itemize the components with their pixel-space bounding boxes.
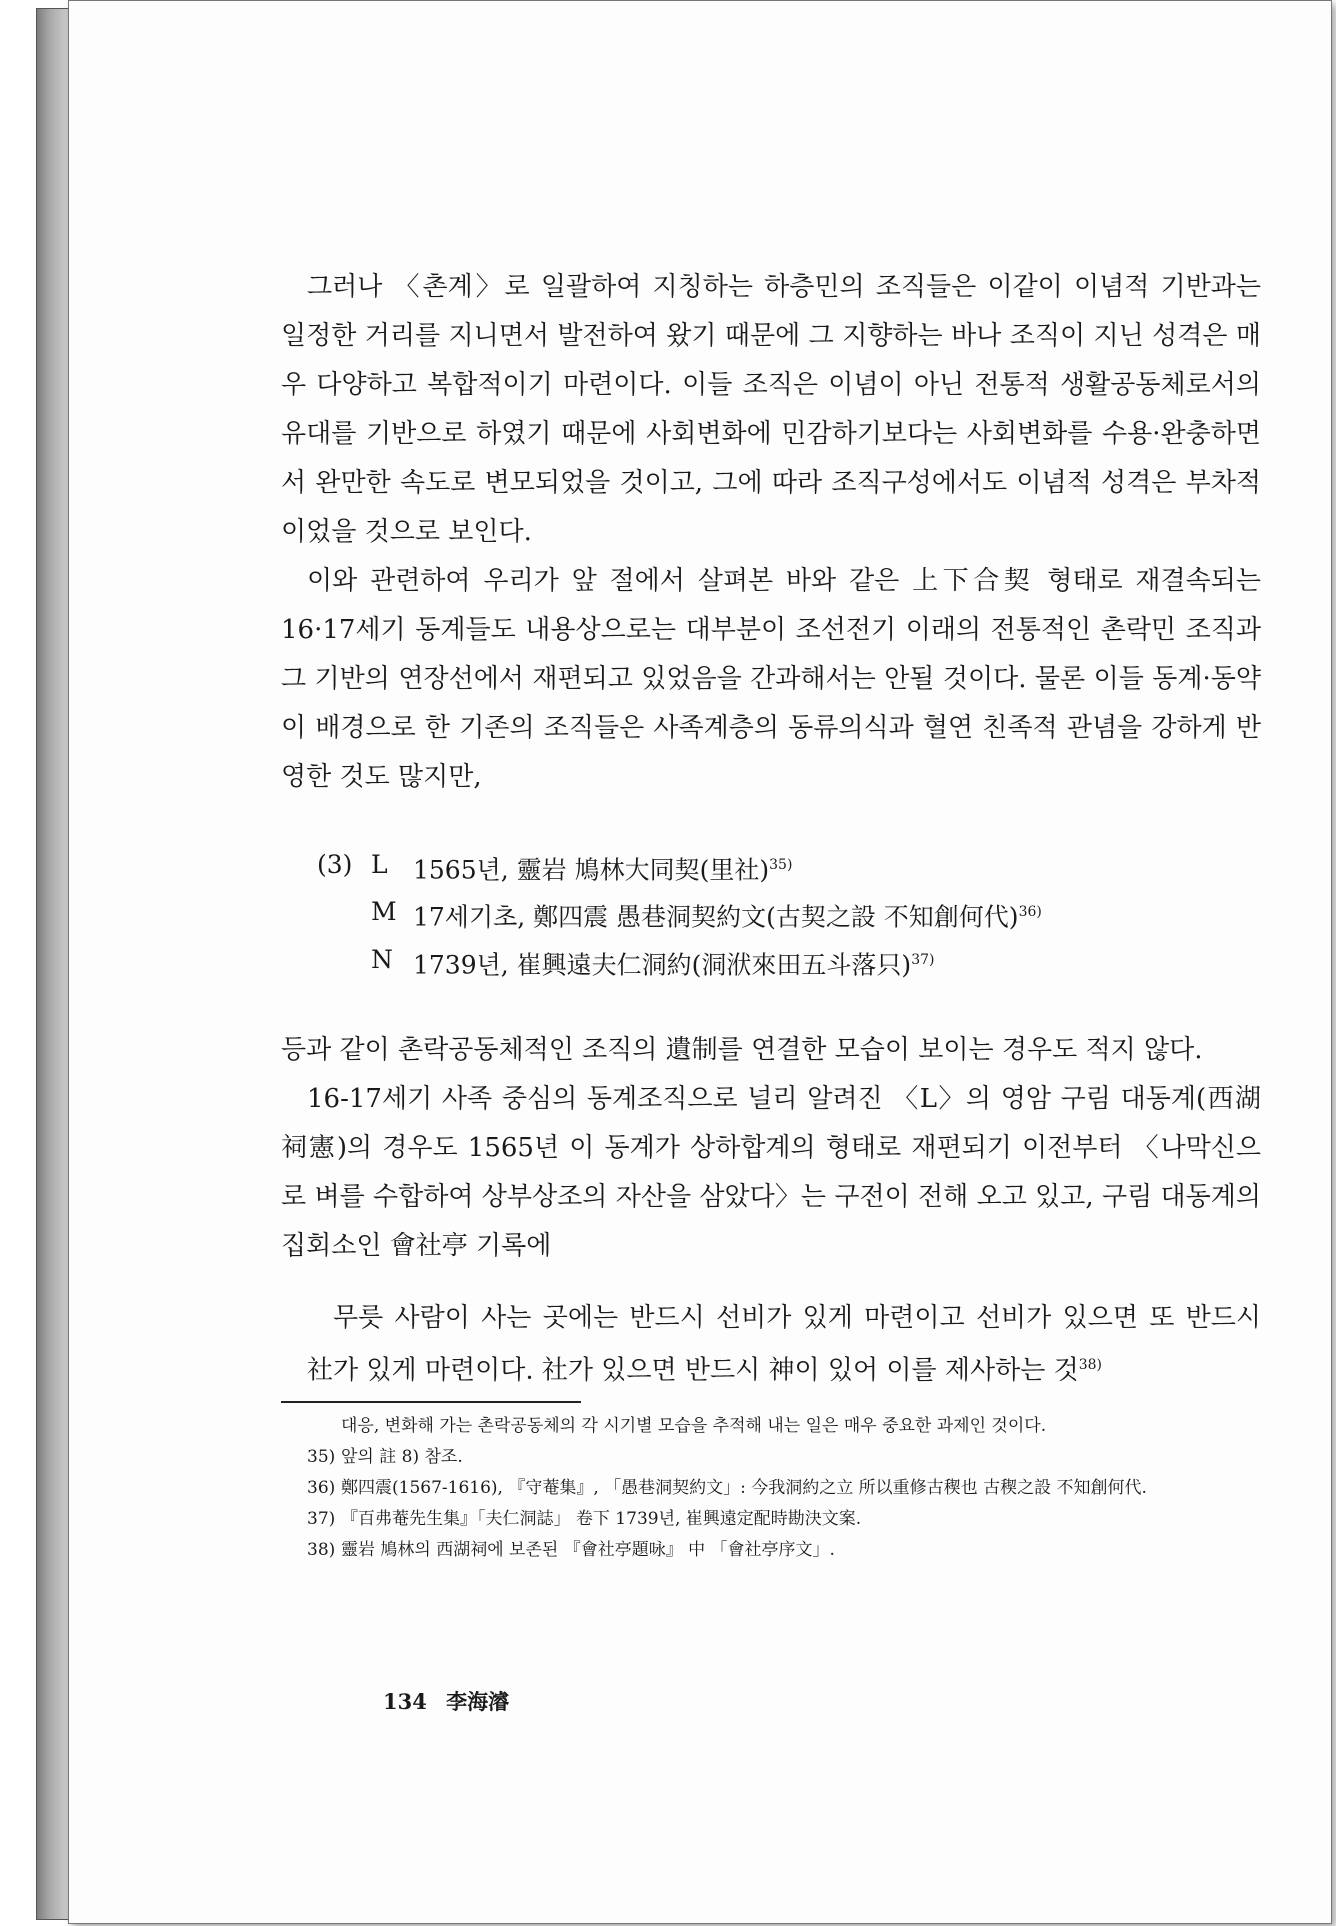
footnote-number: 37) xyxy=(307,1508,336,1529)
example-body xyxy=(413,844,1261,891)
footnote-text: 앞의 註 8) 참조. xyxy=(341,1446,463,1467)
footnotes xyxy=(307,1411,1261,1566)
body-paragraph-1: 그러나 〈촌계〉로 일괄하여 지칭하는 하층민의 조직들은 이같이 이념적 기반과는 일정한 거리를 지니면서 발전하여 왔기 때문에 그 지향하는 바나 조직이 지닌 성격은 매우 다양하고 복합적이기 마련이다. 이들 조직은 이념이 아닌 전통적 생활공동체로서의 유대를 기반으로 하였기 때문에 사회변화에 민감하기보다는 사회변화를 수용·완충하면서 완만한 속도로 변모되었을 것이고, 그에 따라 조직구성에서도 이념적 성격은 부차적이었을 것으로 보인다. xyxy=(281,272,1261,547)
example-number xyxy=(317,939,371,986)
footnote-continuation: 대응, 변화해 가는 촌락공동체의 각 시기별 모습을 추적해 내는 일은 매우 중요한 과제인 것이다. xyxy=(341,1415,1047,1436)
footnote-text: 鄭四震(1567-1616), 『守菴集』, 「愚巷洞契約文」: 今我洞約之立 所以重修古稧也 古稧之設 不知創何代. xyxy=(341,1477,1147,1498)
footnote-ref[interactable]: 36) xyxy=(1018,904,1042,921)
example-letter: L xyxy=(371,850,388,879)
footnote-item xyxy=(307,1442,1261,1473)
example-letter: M xyxy=(371,897,397,927)
footnote-item xyxy=(307,1535,1261,1566)
example-item xyxy=(317,891,1261,938)
footnote-text: 靈岩 鳩林의 西湖祠에 보존된 『會社亭題咏』 中 「會社亭序文」. xyxy=(341,1539,835,1560)
footnote-ref[interactable]: 37) xyxy=(911,951,935,968)
quote-text: 무릇 사람이 사는 곳에는 반드시 선비가 있게 마련이고 선비가 있으면 또 반드시 社가 있게 마련이다. 社가 있으면 반드시 神이 있어 이를 제사하는 것 xyxy=(307,1302,1261,1386)
example-text: 1565년, 靈岩 鳩林大同契(里社) xyxy=(413,855,770,885)
footnote-divider xyxy=(281,1401,581,1403)
footnote-number: 38) xyxy=(307,1539,336,1560)
footnote-number: 36) xyxy=(307,1477,336,1498)
example-item xyxy=(317,844,1261,891)
body-paragraph-2: 이와 관련하여 우리가 앞 절에서 살펴본 바와 같은 上下合契 형태로 재결속되는 16·17세기 동계들도 내용상으로는 대부분이 조선전기 이래의 전통적인 촌락민 조직과 그 기반의 연장선에서 재편되고 있었음을 간과해서는 안될 것이다. 물론 이들 동계·동약이 배경으로 한 기존의 조직들은 사족계층의 동류의식과 혈연 친족적 관념을 강하게 반영한 것도 많지만, xyxy=(281,566,1261,792)
example-number xyxy=(317,891,371,938)
footnote-number: 35) xyxy=(307,1446,336,1467)
example-number: (3) xyxy=(317,850,353,879)
page-content xyxy=(281,263,1261,1566)
footnote-ref[interactable]: 38) xyxy=(1078,1356,1102,1373)
example-body xyxy=(413,891,1261,938)
footnote-item xyxy=(307,1504,1261,1535)
page-footer xyxy=(383,1686,509,1716)
block-quote xyxy=(307,1295,1261,1395)
example-item xyxy=(317,939,1261,986)
quote-body xyxy=(307,1295,1261,1395)
example-list xyxy=(317,844,1261,986)
example-text: 17세기초, 鄭四震 愚巷洞契約文(古契之設 不知創何代) xyxy=(413,902,1019,932)
book-page xyxy=(68,0,1332,1924)
footnote-text: 『百弗菴先生集』「夫仁洞誌」 卷下 1739년, 崔興遠定配時勘決文案. xyxy=(341,1508,862,1529)
page-number: 134 xyxy=(383,1689,427,1714)
example-text: 1739년, 崔興遠夫仁洞約(洞洑來田五斗落只) xyxy=(413,949,912,979)
body-paragraph-3: 등과 같이 촌락공동체적인 조직의 遺制를 연결한 모습이 보이는 경우도 적지 않다. xyxy=(281,1034,1203,1065)
example-letter: N xyxy=(371,944,393,974)
book-spine-edge xyxy=(36,8,70,1920)
example-body xyxy=(413,939,1261,986)
running-author: 李海濬 xyxy=(446,1689,510,1714)
body-paragraph-4: 16-17세기 사족 중심의 동계조직으로 널리 알려진 〈L〉의 영암 구림 대동계(西湖祠憲)의 경우도 1565년 이 동계가 상하합계의 형태로 재편되기 이전부터 〈나막신으로 벼를 수합하여 상부상조의 자산을 삼았다〉는 구전이 전해 오고 있고, 구림 대동계의 집회소인 會社亭 기록에 xyxy=(281,1083,1261,1261)
footnote-item xyxy=(307,1473,1261,1504)
footnote-ref[interactable]: 35) xyxy=(769,857,793,873)
